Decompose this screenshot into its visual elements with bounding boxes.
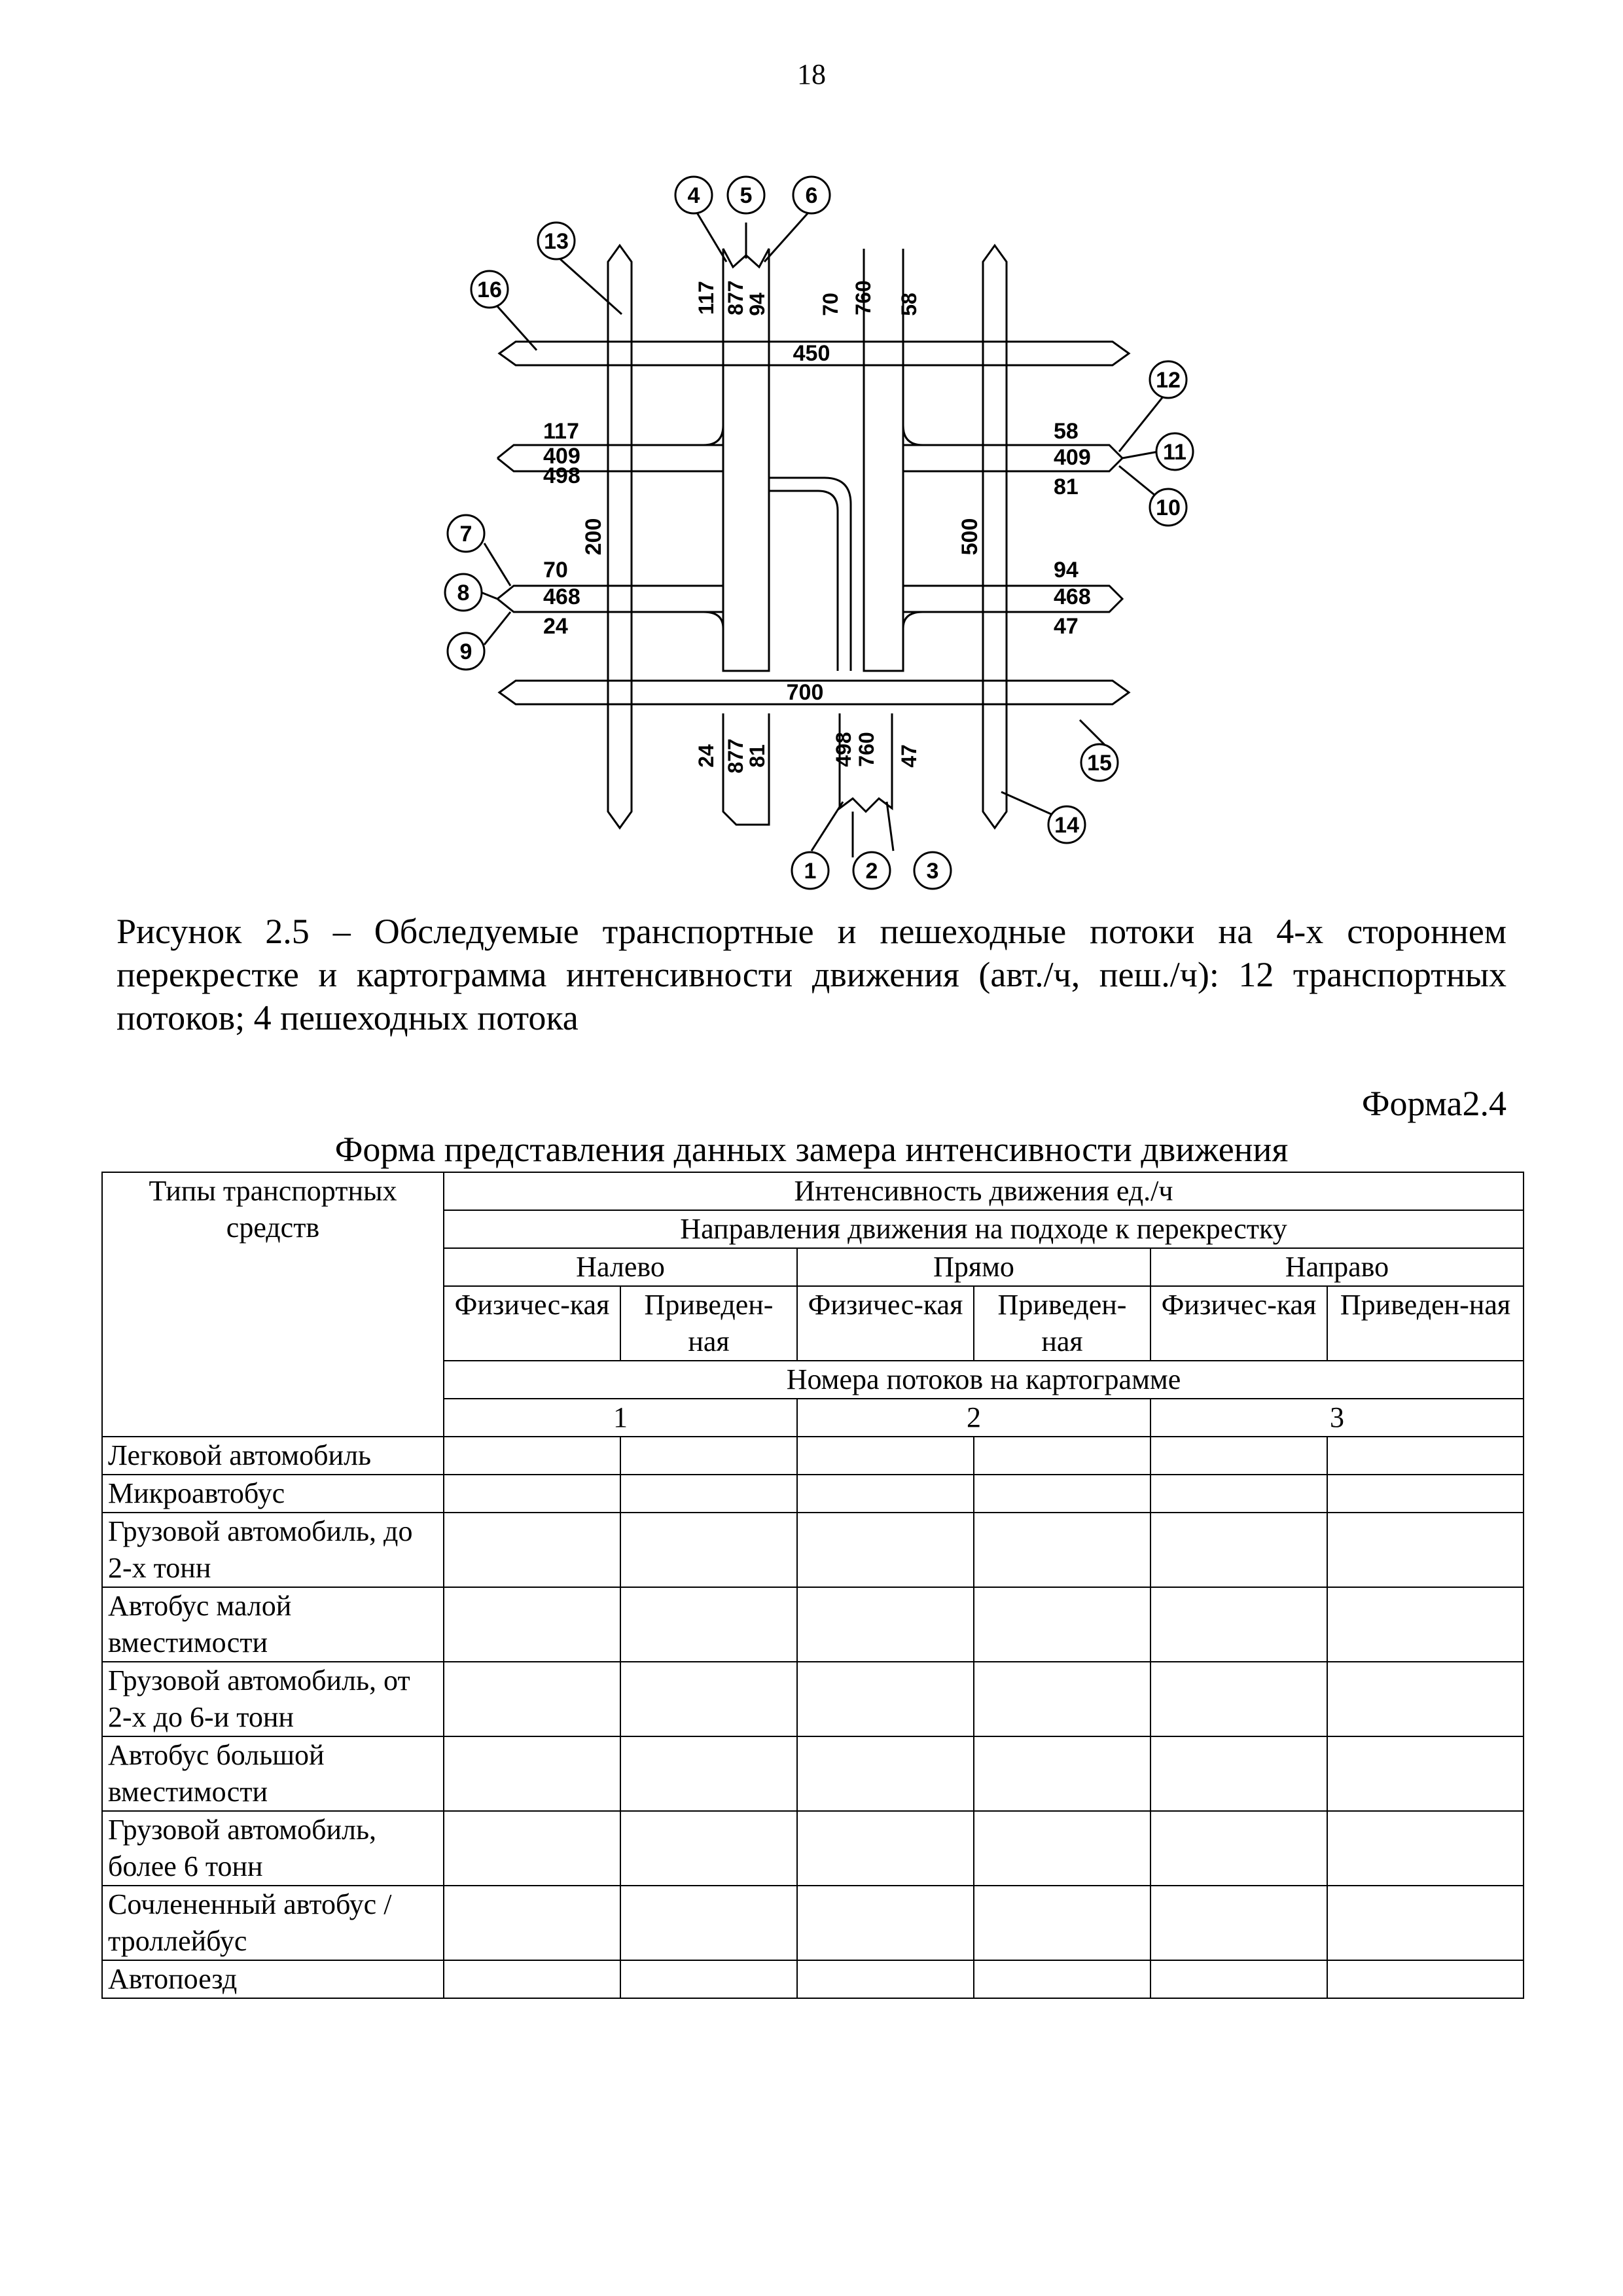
- intensity-cell[interactable]: [974, 1811, 1150, 1886]
- west-approach-lower: [497, 586, 723, 612]
- figure-caption: Рисунок 2.5 – Обследуемые транспортные и пешеходные потоки на 4-х стороннем перекрестке и картограмма интенсивности движения (авт./ч, пеш./ч): 12 транспортных потоков; 4 пешеходных потока: [116, 912, 1507, 1037]
- intensity-cell[interactable]: [1150, 1886, 1327, 1960]
- intensity-cell[interactable]: [620, 1811, 797, 1886]
- south-value-3: 81: [745, 744, 769, 768]
- intensity-cell[interactable]: [797, 1475, 974, 1513]
- intensity-cell[interactable]: [1150, 1437, 1327, 1475]
- marker-label-2: 2: [865, 859, 878, 884]
- north-value-6: 58: [897, 293, 921, 316]
- intensity-cell[interactable]: [797, 1736, 974, 1811]
- intensity-cell[interactable]: [444, 1886, 620, 1960]
- east-value-4: 94: [1054, 558, 1079, 583]
- east-value-6: 47: [1054, 614, 1079, 639]
- marker-label-5: 5: [740, 183, 753, 208]
- intensity-cell[interactable]: [444, 1513, 620, 1587]
- intensity-cell[interactable]: [444, 1437, 620, 1475]
- turn-curve-center-inner: [769, 491, 838, 671]
- marker-label-13: 13: [544, 229, 569, 254]
- header-direction-right: Направо: [1150, 1248, 1524, 1286]
- east-value-3: 81: [1054, 475, 1079, 499]
- marker-label-1: 1: [804, 859, 817, 884]
- header-row-intensity: [102, 1172, 1524, 1210]
- vehicle-type-label: Автобус малой вместимости: [102, 1587, 444, 1662]
- intensity-cell[interactable]: [1150, 1736, 1327, 1811]
- intensity-cell[interactable]: [444, 1736, 620, 1811]
- intensity-cell[interactable]: [1327, 1437, 1524, 1475]
- pedestrian-value-bottom: 700: [786, 680, 824, 705]
- intensity-cell[interactable]: [1150, 1662, 1327, 1736]
- intensity-cell[interactable]: [1327, 1513, 1524, 1587]
- flow-number-1: 1: [444, 1399, 797, 1437]
- vehicle-type-label: Микроавтобус: [102, 1475, 444, 1513]
- intensity-cell[interactable]: [974, 1587, 1150, 1662]
- cartogram-svg: [406, 164, 1224, 903]
- intensity-cell[interactable]: [974, 1513, 1150, 1587]
- flow-number-2: 2: [797, 1399, 1150, 1437]
- marker-label-8: 8: [457, 581, 470, 605]
- header-direction-straight: Прямо: [797, 1248, 1150, 1286]
- marker-label-3: 3: [926, 859, 939, 884]
- west-value-2: 409: [543, 444, 580, 469]
- marker-label-15: 15: [1087, 751, 1112, 776]
- intensity-cell[interactable]: [444, 1475, 620, 1513]
- intensity-cell[interactable]: [797, 1587, 974, 1662]
- west-value-6: 24: [543, 614, 568, 639]
- subheader-reduced-straight: Приведен-ная: [974, 1286, 1150, 1361]
- west-value-3: 498: [543, 463, 580, 488]
- intensity-cell[interactable]: [797, 1437, 974, 1475]
- intensity-cell[interactable]: [797, 1811, 974, 1886]
- turn-curve-ne: [903, 425, 923, 445]
- south-value-1: 24: [694, 744, 718, 768]
- vehicle-type-label: Автобус большой вместимости: [102, 1736, 444, 1811]
- header-vehicle-types: Типы транспортных средств: [102, 1172, 444, 1437]
- table-row: [102, 1513, 1524, 1587]
- pedestrian-crossing-right: [983, 245, 1007, 828]
- marker-label-12: 12: [1156, 368, 1181, 393]
- west-value-4: 70: [543, 558, 568, 583]
- turn-curve-se: [903, 612, 923, 628]
- form-title: Форма представления данных замера интенсивности движения: [334, 1130, 1289, 1169]
- intensity-cell[interactable]: [797, 1662, 974, 1736]
- intensity-cell[interactable]: [974, 1475, 1150, 1513]
- intensity-cell[interactable]: [620, 1437, 797, 1475]
- leader-4: [697, 213, 726, 262]
- south-value-6: 47: [897, 744, 921, 768]
- south-value-4: 498: [832, 732, 855, 767]
- intensity-cell[interactable]: [1150, 1513, 1327, 1587]
- intersection-cartogram: [406, 164, 1224, 903]
- vehicle-type-label: Грузовой автомобиль, более 6 тонн: [102, 1811, 444, 1886]
- marker-label-9: 9: [459, 639, 473, 664]
- intensity-cell[interactable]: [1327, 1662, 1524, 1736]
- intensity-cell[interactable]: [620, 1587, 797, 1662]
- subheader-physical-left: Физичес-кая: [444, 1286, 620, 1361]
- pedestrian-value-left: 200: [581, 518, 606, 556]
- vehicle-type-label: Грузовой автомобиль, от 2-х до 6-и тонн: [102, 1662, 444, 1736]
- intensity-cell[interactable]: [1327, 1587, 1524, 1662]
- header-directions: Направления движения на подходе к перекрестку: [444, 1210, 1524, 1248]
- intensity-cell[interactable]: [620, 1513, 797, 1587]
- vehicle-type-label: Легковой автомобиль: [102, 1437, 444, 1475]
- intensity-form-table: [101, 1172, 1524, 1999]
- leader-7: [484, 543, 510, 586]
- intensity-cell[interactable]: [444, 1587, 620, 1662]
- leader-12: [1119, 396, 1164, 452]
- vehicle-type-label: Грузовой автомобиль, до 2-х тонн: [102, 1513, 444, 1587]
- leader-1: [812, 802, 843, 851]
- west-approach-upper: [497, 445, 723, 471]
- leader-8: [481, 592, 497, 599]
- marker-label-10: 10: [1156, 495, 1181, 520]
- intensity-cell[interactable]: [974, 1960, 1150, 1998]
- pedestrian-value-right: 500: [957, 518, 982, 556]
- east-value-2: 409: [1054, 445, 1091, 470]
- subheader-reduced-left: Приведен-ная: [620, 1286, 797, 1361]
- intensity-cell[interactable]: [620, 1960, 797, 1998]
- subheader-physical-right: Физичес-кая: [1150, 1286, 1327, 1361]
- page-number: 18: [797, 58, 826, 90]
- intensity-cell[interactable]: [797, 1886, 974, 1960]
- pedestrian-value-top: 450: [793, 341, 830, 366]
- marker-label-16: 16: [477, 278, 502, 302]
- table-row: [102, 1662, 1524, 1736]
- west-value-5: 468: [543, 584, 580, 609]
- leader-11: [1122, 452, 1158, 458]
- subheader-physical-straight: Физичес-кая: [797, 1286, 974, 1361]
- form-label: Форма2.4: [1361, 1084, 1507, 1123]
- table-row: [102, 1736, 1524, 1811]
- north-value-4: 70: [819, 293, 842, 316]
- header-flow-numbers: Номера потоков на картограмме: [444, 1361, 1524, 1399]
- intensity-cell[interactable]: [620, 1475, 797, 1513]
- table-row: [102, 1475, 1524, 1513]
- intensity-cell[interactable]: [1327, 1475, 1524, 1513]
- intensity-cell[interactable]: [1150, 1811, 1327, 1886]
- intensity-cell[interactable]: [620, 1886, 797, 1960]
- intensity-cell[interactable]: [974, 1437, 1150, 1475]
- north-value-2: 877: [724, 280, 747, 315]
- vehicle-type-label: Автопоезд: [102, 1960, 444, 1998]
- intensity-cell[interactable]: [1327, 1886, 1524, 1960]
- intensity-cell[interactable]: [1150, 1587, 1327, 1662]
- intensity-cell[interactable]: [974, 1886, 1150, 1960]
- table-row: [102, 1886, 1524, 1960]
- vehicle-type-label: Сочлененный автобус / троллейбус: [102, 1886, 444, 1960]
- intensity-cell[interactable]: [620, 1736, 797, 1811]
- south-value-5: 760: [855, 732, 878, 767]
- turn-curve-nw: [704, 425, 723, 445]
- north-value-3: 94: [745, 293, 769, 316]
- intensity-cell[interactable]: [1327, 1736, 1524, 1811]
- east-value-1: 58: [1054, 419, 1079, 444]
- subheader-reduced-right: Приведен-ная: [1327, 1286, 1524, 1361]
- table-row: [102, 1587, 1524, 1662]
- marker-label-7: 7: [459, 522, 473, 547]
- turn-curve-sw: [704, 612, 723, 628]
- intensity-cell[interactable]: [1327, 1960, 1524, 1998]
- marker-label-6: 6: [805, 183, 818, 208]
- table-row: [102, 1437, 1524, 1475]
- intensity-cell[interactable]: [1327, 1811, 1524, 1886]
- table-row: [102, 1960, 1524, 1998]
- intensity-cell[interactable]: [797, 1513, 974, 1587]
- header-direction-left: Налево: [444, 1248, 797, 1286]
- table-row: [102, 1811, 1524, 1886]
- west-value-1: 117: [543, 419, 579, 444]
- leader-16: [497, 306, 537, 350]
- leader-9: [484, 612, 510, 645]
- north-value-1: 117: [694, 281, 718, 315]
- north-value-5: 760: [851, 280, 875, 315]
- intensity-cell[interactable]: [620, 1662, 797, 1736]
- pedestrian-crossing-left: [608, 245, 632, 828]
- intensity-cell[interactable]: [1150, 1475, 1327, 1513]
- intensity-cell[interactable]: [797, 1960, 974, 1998]
- leader-6: [764, 213, 808, 262]
- intensity-cell[interactable]: [444, 1811, 620, 1886]
- east-value-5: 468: [1054, 584, 1091, 609]
- header-intensity: Интенсивность движения ед./ч: [444, 1172, 1524, 1210]
- marker-label-4: 4: [687, 183, 700, 208]
- flow-number-3: 3: [1150, 1399, 1524, 1437]
- marker-label-14: 14: [1054, 813, 1079, 838]
- marker-label-11: 11: [1163, 440, 1186, 465]
- intensity-cell[interactable]: [1150, 1960, 1327, 1998]
- leader-13: [560, 259, 622, 314]
- intensity-cell[interactable]: [974, 1736, 1150, 1811]
- intensity-cell[interactable]: [974, 1662, 1150, 1736]
- intensity-cell[interactable]: [444, 1960, 620, 1998]
- intensity-cell[interactable]: [444, 1662, 620, 1736]
- south-value-2: 877: [724, 738, 747, 774]
